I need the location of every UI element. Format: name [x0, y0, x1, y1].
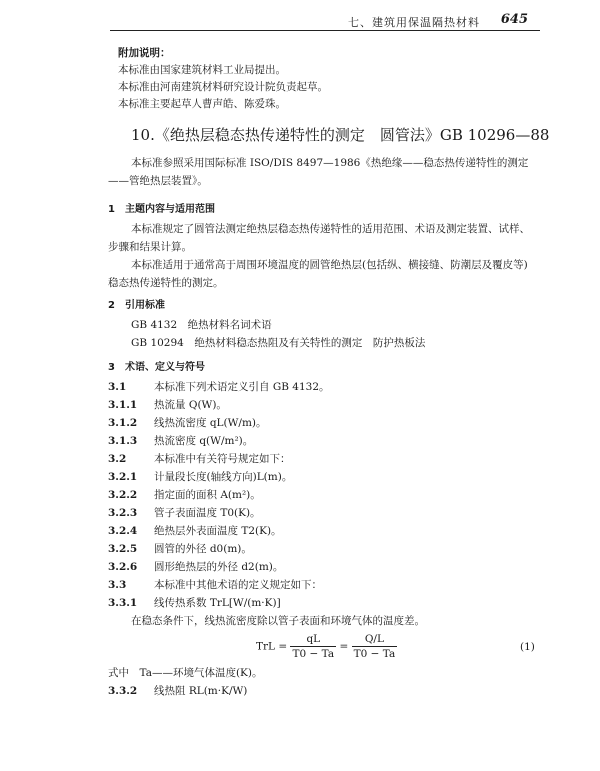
term-text: 指定面的面积 A(m²)。 [154, 489, 261, 501]
term-number: 3.3.2 [108, 685, 138, 697]
formula-fraction-1 [290, 632, 336, 661]
term-item [108, 398, 227, 412]
term-text: 本标准下列术语定义引自 GB 4132。 [154, 381, 330, 393]
formula-number: (1) [520, 641, 535, 653]
term-number: 3.1.3 [108, 435, 138, 447]
term-number: 3.2.2 [108, 489, 138, 501]
term-item [108, 452, 291, 466]
page-number: 645 [500, 12, 528, 27]
term-number: 3.2.3 [108, 507, 138, 519]
term-item [108, 560, 283, 574]
definition-text: 在稳态条件下，线热流密度除以管子表面和环境气体的温度差。 [131, 615, 425, 627]
formula-numerator-2: Q/L [352, 632, 398, 647]
term-item [108, 578, 322, 592]
term-item [108, 470, 292, 484]
term-text: 计量段长度(轴线方向)L(m)。 [154, 471, 293, 483]
term-item [108, 488, 261, 502]
term-item [108, 380, 330, 394]
term-text: 圆形绝热层的外径 d2(m)。 [154, 561, 284, 573]
term-text: 热流量 Q(W)。 [154, 399, 227, 411]
section-1-paragraph: 本标准规定了圆管法测定绝热层稳态热传递特性的适用范围、术语及测定装置、试样、 [131, 223, 530, 235]
term-item [108, 434, 253, 448]
formula-equals: = [339, 640, 349, 653]
header-rule [110, 30, 540, 31]
term-item [108, 684, 247, 698]
section-1-paragraph: 步骤和结果计算。 [108, 241, 192, 253]
term-text: 线热阻 RL(m·K/W) [154, 685, 248, 697]
term-item [108, 524, 282, 538]
section-1-title: 1 主题内容与适用范围 [108, 204, 215, 215]
formula-lhs: TrL = [256, 640, 288, 653]
term-item [108, 416, 267, 430]
notes-title: 附加说明： [118, 47, 171, 59]
term-text: 绝热层外表面温度 T2(K)。 [154, 525, 282, 537]
formula-numerator-1: qL [290, 632, 336, 647]
term-text: 管子表面温度 T0(K)。 [154, 507, 261, 519]
notes-line: 本标准主要起草人曹声皓、陈爱珠。 [118, 98, 286, 110]
section-1-paragraph: 本标准适用于通常高于周围环境温度的圆管绝热层(包括纵、横接缝、防潮层及覆皮等) [131, 259, 528, 271]
formula-denominator-2: T0 − Ta [353, 648, 396, 660]
notes-line: 本标准由河南建筑材料研究设计院负责起草。 [118, 81, 328, 93]
formula-fraction-2 [352, 632, 398, 661]
term-text: 本标准中有关符号规定如下： [154, 453, 291, 465]
section-1-paragraph: 稳态热传递特性的测定。 [108, 277, 224, 289]
term-text: 热流密度 q(W/m²)。 [154, 435, 254, 447]
term-text: 本标准中其他术语的定义规定如下： [154, 579, 322, 591]
formula [256, 632, 397, 661]
term-number: 3.1.1 [108, 399, 138, 411]
term-number: 3.2.4 [108, 525, 138, 537]
running-header-title: 七、建筑用保温隔热材料 [348, 16, 480, 29]
term-item [108, 506, 261, 520]
notes-line: 本标准由国家建筑材料工业局提出。 [118, 64, 286, 76]
intro-line-1: 本标准参照采用国际标准 ISO/DIS 8497—1986《热绝缘——稳态热传递特性的测定 [131, 157, 529, 169]
standard-heading: 10.《绝热层稳态热传递特性的测定 圆管法》GB 10296—88 [131, 126, 550, 144]
term-number: 3.2.6 [108, 561, 138, 573]
term-item [108, 596, 281, 610]
section-2-title: 2 引用标准 [108, 300, 165, 311]
term-text: 线传热系数 TrL[W/(m·K)] [154, 597, 281, 609]
term-number: 3.2 [108, 453, 127, 465]
term-number: 3.2.5 [108, 543, 138, 555]
section-3-title: 3 术语、定义与符号 [108, 362, 205, 373]
term-number: 3.1 [108, 381, 127, 393]
term-text: 圆管的外径 d0(m)。 [154, 543, 252, 555]
term-number: 3.2.1 [108, 471, 138, 483]
reference-item: GB 4132 绝热材料名词术语 [131, 319, 272, 331]
reference-item: GB 10294 绝热材料稳态热阻及有关特性的测定 防护热板法 [131, 337, 426, 349]
term-number: 3.1.2 [108, 417, 138, 429]
term-text: 线热流密度 qL(W/m)。 [154, 417, 267, 429]
term-number: 3.3 [108, 579, 127, 591]
term-item [108, 542, 252, 556]
intro-line-2: ——管绝热层装置》。 [108, 175, 208, 187]
term-number: 3.3.1 [108, 597, 138, 609]
where-line: 式中 Ta——环境气体温度(K)。 [108, 667, 263, 679]
formula-denominator-1: T0 − Ta [292, 648, 335, 660]
